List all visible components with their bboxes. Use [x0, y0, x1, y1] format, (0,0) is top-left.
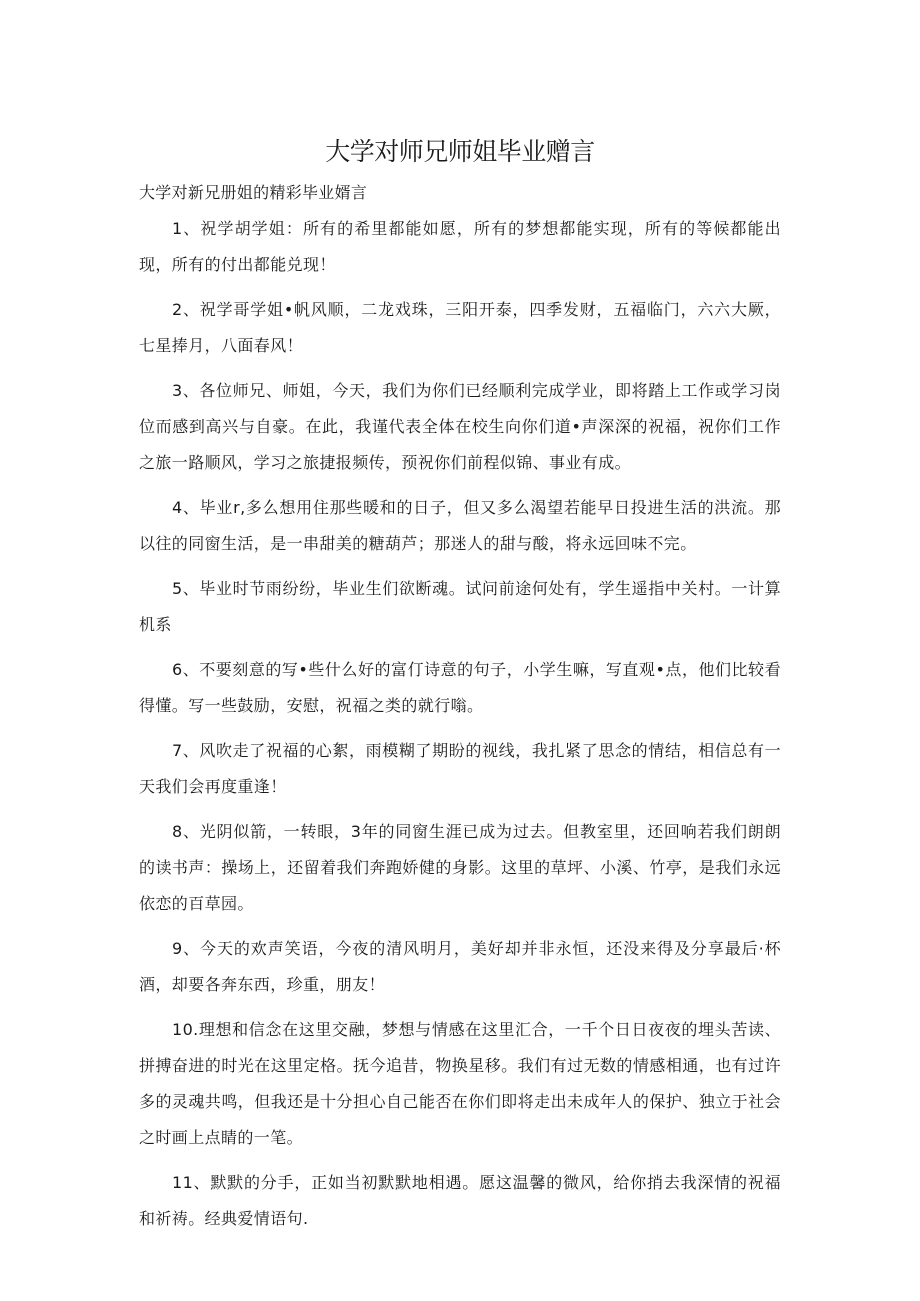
paragraph-11: 11、默默的分手，正如当初默默地相遇。愿这温馨的微风，给你捎去我深情的祝福和祈祷。经典爱情语句. [139, 1173, 781, 1228]
paragraph-3: 3、各位师兄、师姐，今天，我们为你们已经顺利完成学业，即将踏上工作或学习岗位而感到高兴与自豪。在此，我谨代表全体在校生向你们道•声深深的祝福，祝你们工作之旅一路顺风，学习之旅捷报频传，预祝你们前程似锦、事业有成。 [139, 381, 781, 472]
paragraph-10: 10.理想和信念在这里交融，梦想与情感在这里汇合，一千个日日夜夜的埋头苦读、拼搏奋进的时光在这里定格。抚今追昔，物换星移。我们有过无数的情感相通，也有过许多的灵魂共鸣，但我还是十分担心自己能否在你们即将走出未成年人的保护、独立于社会之时画上点睛的一笔。 [139, 1020, 781, 1147]
paragraph-8: 8、光阴似箭，一转眼，3年的同窗生涯已成为过去。但教室里，还回响若我们朗朗的读书声：操场上，还留着我们奔跑娇健的身影。这里的草坪、小溪、竹亭，是我们永远依恋的百草园。 [139, 822, 781, 913]
document-body [139, 211, 781, 1246]
document-subtitle: 大学对新兄册姐的精彩毕业婿言 [139, 183, 368, 202]
paragraph-1: 1、祝学胡学姐：所有的希里都能如愿，所有的梦想都能实现，所有的等候都能出现，所有的付出都能兑现！ [139, 219, 781, 274]
paragraph-6: 6、不要刻意的写•些什么好的富仃诗意的句子，小学生嘛，写直观•点，他们比较看得懂。写一些鼓励，安慰，祝福之类的就行嗡。 [139, 660, 781, 715]
paragraph-4: 4、毕业r,多么想用住那些暖和的日子，但又多么渴望若能早日投进生活的洪流。那以往的同窗生活，是一串甜美的糖葫芦；那迷人的甜与酸，将永远回味不完。 [139, 498, 781, 553]
paragraph-2: 2、祝学哥学姐•帆风顺，二龙戏珠，三阳开泰，四季发财，五福临门，六六大厥，七星捧月，八面春风！ [139, 300, 781, 355]
paragraph-7: 7、风吹走了祝福的心絮，雨模糊了期盼的视线，我扎紧了思念的情结，相信总有一天我们会再度重逢！ [139, 741, 781, 796]
paragraph-5: 5、毕业时节雨纷纷，毕业生们欲断魂。试问前途何处有，学生遥指中关村。一计算机系 [139, 579, 781, 634]
paragraph-9: 9、今天的欢声笑语，今夜的清风明月，美好却并非永恒，还没来得及分享最后·杯酒，却要各奔东西，珍重，朋友！ [139, 939, 781, 994]
document-title: 大学对师兄师姐毕业赠言 [325, 137, 595, 166]
